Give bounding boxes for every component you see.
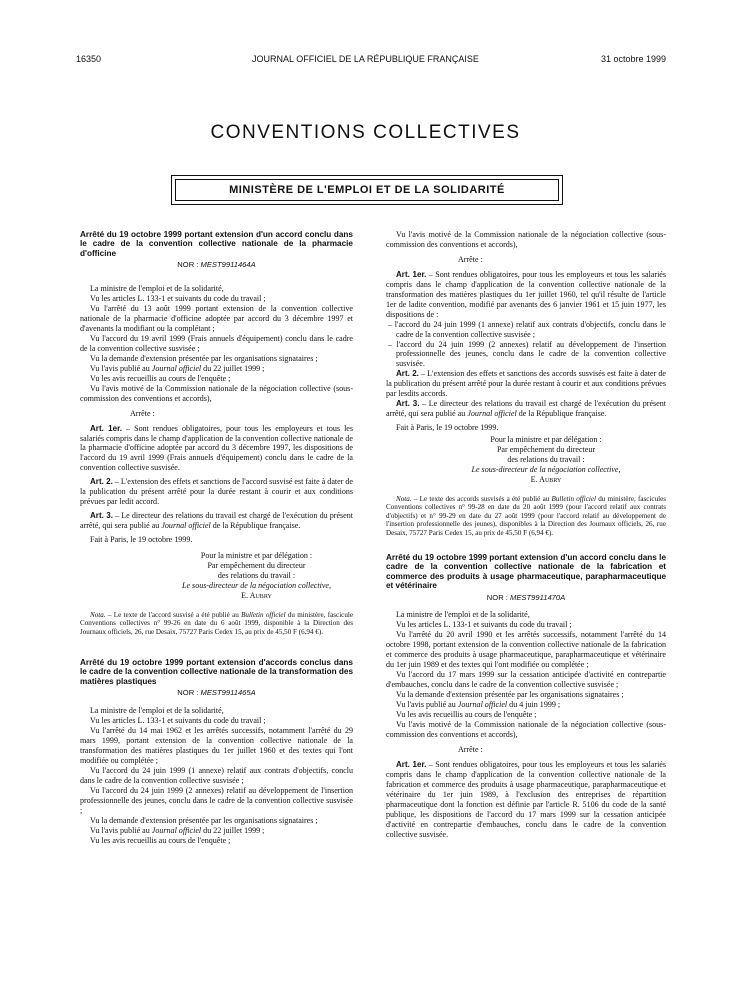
left-column (80, 230, 353, 846)
article-1 (386, 760, 666, 840)
journal-title: JOURNAL OFFICIEL DE LA RÉPUBLIQUE FRANÇAISE (252, 54, 479, 64)
paragraph: Vu les avis recueillis au cours de l'enquête ; (396, 710, 537, 720)
paragraph: Vu les avis recueillis au cours de l'enquête ; (90, 835, 231, 845)
journal-ref: Journal officiel (151, 825, 202, 835)
arrete-title: Arrêté du 19 octobre 1999 portant extension d'accords conclus dans le cadre de la convention collective nationale de la transformation des matières plastiques (80, 658, 353, 686)
paragraph: Vu les articles L. 133-1 et suivants du code du travail ; (396, 620, 572, 630)
article-label: Art. 1er. (396, 269, 427, 279)
signature-line: Pour la ministre et par délégation : (200, 551, 313, 561)
text: du 4 juin 1999 ; (507, 700, 561, 710)
signature-line: Par empêchement du directeur (496, 445, 596, 455)
arrete-section (386, 553, 666, 840)
text: du 22 juillet 1999 ; (201, 825, 265, 835)
nota-text: du ministère, fascicules Conventions collectives n° 99-28 en date du 20 août 1999 (pour l'accord relatif aux contrats d'objectifs) et n° 99-29 en date du 27 août 1999 (pour l'accord relatif au développement de l'insertion professionnelle des jeunes), disponibles à la Direction des Journaux officiels, 26, rue Desaix, 75727 Paris Cedex 15, au prix de 45,50 F (6,94 €). (386, 494, 666, 537)
paragraph: Vu les articles L. 133-1 et suivants du code du travail ; (90, 716, 266, 726)
paragraph: Vu l'avis motivé de la Commission nationale de la négociation collective (sous-commission des conventions et accords), (386, 230, 666, 249)
nota (386, 495, 666, 537)
nota-text: du ministère, fascicule Conventions collectives n° 99-26 en date du 6 août 1999, disponible à la Direction des Journaux officiels, 26, rue Desaix, 75727 Paris Cedex 15, au prix de 45,50 F (6,94 €). (80, 610, 353, 636)
page-number: 16350 (76, 54, 102, 64)
bulletin-ref: Bulletin officiel (551, 494, 596, 503)
list-item: – l'accord du 24 juin 1999 (2 annexes) relatif au développement de l'insertion professionnelle des jeunes, conclu dans le cadre de la convention collective susvisée. (388, 339, 666, 369)
text: Vu l'avis publié au (90, 363, 152, 373)
paragraph: Vu l'arrêté du 14 mai 1962 et les arrêtés successifs, notamment l'arrêté du 29 mars 1999, portant extension de la convention collective nationale de la transformation des matières plastiques du 1er juillet 1960 et des textes qui l'ont modifiée ou complétée ; (80, 726, 353, 765)
nota-label: Nota. (396, 494, 412, 503)
nota-text: – Le texte de l'accord susvisé a été publié au (105, 610, 242, 619)
bulletin-ref: Bulletin officiel (241, 610, 286, 619)
fait-a-paris: Fait à Paris, le 19 octobre 1999. (90, 535, 193, 545)
text: Vu l'avis publié au (90, 825, 152, 835)
article-text: de la République française. (210, 521, 301, 531)
list-item: – l'accord du 24 juin 1999 (1 annexe) relatif aux contrats d'objectifs, conclu dans le cadre de la convention collective susvisée ; (388, 319, 666, 339)
signature-line: des relations du travail : (507, 455, 585, 465)
paragraph: Vu l'avis motivé de la Commission nationale de la négociation collective (sous-commission des conventions et accords), (80, 383, 353, 403)
nota (80, 611, 353, 636)
signature-line: des relations du travail : (217, 570, 296, 580)
paragraph: Vu les articles L. 133-1 et suivants du code du travail ; (90, 294, 266, 304)
signature-block (80, 551, 353, 601)
nota-label: Nota. (90, 610, 106, 619)
nor-code: MEST9911470A (510, 592, 566, 602)
paragraph: La ministre de l'emploi et de la solidarité, (90, 284, 224, 294)
journal-ref: Journal officiel (161, 521, 211, 531)
paragraph (80, 826, 353, 836)
nor-label: NOR : (177, 688, 199, 698)
nor-reference (386, 593, 666, 603)
arrete-title: Arrêté du 19 octobre 1999 portant extension d'un accord conclu dans le cadre de la convention collective nationale de la fabrication et commerce des produits à usage pharmaceutique, parapharmaceutique et vétérinaire (386, 552, 666, 591)
nor-label: NOR : (486, 592, 508, 602)
arrete-section (80, 658, 353, 846)
signature-line: Le sous-directeur de la négociation collective, (182, 580, 331, 590)
journal-ref: Journal officiel (151, 363, 202, 373)
text: du 22 juillet 1999 ; (201, 363, 265, 373)
nor-reference (80, 688, 353, 698)
arrete-label: Arrête : (458, 254, 483, 264)
arrete-label: Arrête : (458, 744, 483, 754)
paragraph: Vu l'avis motivé de la Commission nationale de la négociation collective (sous-commission des conventions et accords), (386, 719, 666, 739)
article-1 (80, 424, 353, 474)
journal-ref: Journal officiel (467, 409, 517, 419)
paragraph: Vu l'accord du 19 avril 1999 (Frais annuels d'équipement) conclu dans le cadre de la convention collective susvisée ; (80, 333, 353, 353)
article-text: – L'extension des effets et sanctions des accords susvisés est faite à dater de la publication du présent arrêté pour la durée restant à courir et aux conditions prévues par lesdits accords. (386, 369, 666, 399)
issue-date: 31 octobre 1999 (600, 54, 666, 64)
paragraph: Vu la demande d'extension présentée par les organisations signataires ; (396, 690, 624, 700)
signature-block (386, 435, 666, 485)
article-label: Art. 3. (90, 511, 113, 521)
text: Vu l'avis publié au (396, 700, 458, 710)
paragraph: Vu l'accord du 24 juin 1999 (2 annexes) relatif au développement de l'insertion professionnelle des jeunes, conclu dans le cadre de la convention collective susvisée ; (80, 785, 353, 815)
paragraph: Vu les avis recueillis au cours de l'enquête ; (90, 373, 231, 383)
paragraph: Vu l'arrêté du 20 avril 1990 et les arrêtés successifs, notamment l'arrêté du 14 octobre 1998, portant extension de la convention collective nationale de la fabrication et commerce des produits à usage pharmaceutique, parapharmaceutique et vétérinaire du 1er juin 1989 et des textes qui l'ont modifiée ou complétée ; (386, 630, 666, 670)
article-label: Art. 1er. (396, 759, 427, 769)
paragraph: Vu l'accord du 24 juin 1999 (1 annexe) relatif aux contrats d'objectifs, conclu dans le cadre de la convention collective susvisée ; (80, 765, 353, 785)
fait-a-paris: Fait à Paris, le 19 octobre 1999. (396, 423, 499, 433)
article-2 (80, 477, 353, 507)
journal-ref: Journal officiel (457, 700, 508, 710)
signatory-name: E. Aubry (241, 590, 272, 600)
article-label: Art. 3. (396, 399, 420, 409)
article-text: – Sont rendues obligatoires, pour tous les employeurs et tous les salariés compris dans le champ d'application de la convention collective nationale de la fabrication et commerce des produits à usage pharmaceutique, parapharmaceutique et vétérinaire du 1er juin 1989, à l'exclusion des entreprises de répartition pharmaceutique dont la fonction est définie par l'article R. 5106 du code de la santé publique, les dispositions de l'accord du 17 mars 1999 sur la cessation anticipée d'activité en contrepartie d'embauches, conclu dans le cadre de la convention collective susvisée. (386, 759, 667, 839)
article-label: Art. 1er. (90, 423, 122, 433)
paragraph: Vu l'arrêté du 13 août 1999 portant extension de la convention collective nationale de la pharmacie d'officine adoptée par accord du 3 décembre 1997 et d'avenants la modifiant ou la complétant ; (80, 304, 353, 333)
paragraph (386, 700, 666, 710)
nota-text: – Le texte des accords susvisés a été publié au (411, 494, 552, 503)
nor-code: MEST9911465A (200, 688, 256, 698)
right-column (386, 230, 666, 839)
nor-code: MEST9911464A (200, 260, 256, 270)
arrete-label: Arrête : (130, 408, 155, 418)
arrete-title: Arrêté du 19 octobre 1999 portant extension d'un accord conclu dans le cadre de la convention collective nationale de la pharmacie d'officine (80, 230, 353, 258)
ministry-title: MINISTÈRE DE L'EMPLOI ET DE LA SOLIDARITÉ (175, 179, 559, 201)
paragraph: La ministre de l'emploi et de la solidarité, (90, 706, 224, 716)
article-text: – Sont rendues obligatoires, pour tous les employeurs et tous les salariés compris dans le champ d'application de la convention collective nationale de la transformation des matières plastiques du 1er juillet 1960, tel qu'il résulte de l'article 1er de ladite convention, modifié par avenants des 6 janvier 1961 et 15 juin 1977, les dispositions de : (386, 269, 667, 319)
paragraph (80, 364, 353, 374)
article-label: Art. 2. (90, 477, 113, 487)
nor-label: NOR : (177, 260, 199, 270)
article-2 (386, 369, 666, 399)
section-title: CONVENTIONS COLLECTIVES (210, 122, 521, 143)
article-text: – Le directeur des relations du travail est chargé de l'exécution du présent arrêté, qui sera publié au (386, 399, 666, 419)
article-text: – Le directeur des relations du travail est chargé de l'exécution du présent arrêté, qui sera publié au (80, 511, 353, 531)
signatory-name: E. Aubry (530, 474, 562, 484)
paragraph: Vu la demande d'extension présentée par les organisations signataires ; (90, 353, 318, 363)
article-text: – Sont rendues obligatoires, pour tous les employeurs et tous les salariés compris dans le champ d'application de la convention collective nationale de la pharmacie d'officine adoptée par accord du 3 décembre 1997, les dispositions de l'accord du 19 avril 1999 (Frais annuels d'équipement) conclu dans le cadre de la convention collective susvisée. (80, 423, 354, 473)
signature-line: Le sous-directeur de la négociation collective, (471, 464, 621, 474)
signature-line: Pour la ministre et par délégation : (490, 435, 602, 445)
signature-line: Par empêchement du directeur (207, 561, 306, 570)
article-1 (386, 270, 666, 320)
paragraph: Vu la demande d'extension présentée par les organisations signataires ; (90, 815, 318, 825)
paragraph: Vu l'accord du 17 mars 1999 sur la cessation anticipée d'activité en contrepartie d'embauches, conclu dans le cadre de la convention collective susvisée ; (386, 670, 666, 690)
paragraph: La ministre de l'emploi et de la solidarité, (396, 610, 530, 620)
article-text: de la République française. (516, 409, 607, 419)
ministry-box (171, 175, 563, 205)
nor-reference (80, 260, 353, 270)
article-3 (80, 511, 353, 531)
article-3 (386, 399, 666, 419)
article-text: – L'extension des effets et sanctions de l'accord susvisé est faite à dater de la publication du présent arrêté pour la durée restant à courir et aux conditions prévues par ledit accord. (80, 477, 353, 507)
article-label: Art. 2. (396, 369, 419, 379)
